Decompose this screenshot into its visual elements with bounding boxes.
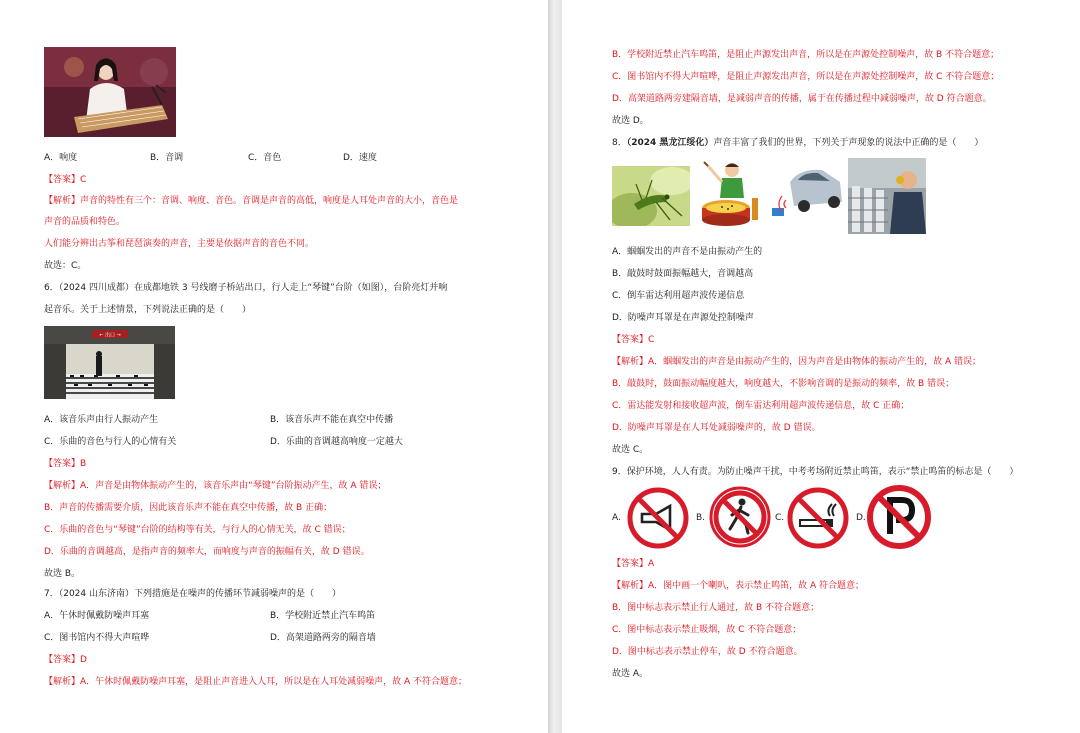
q8-stem: [612, 137, 983, 149]
q8-option-b[interactable]: B．敲鼓时鼓面振幅越大，音调越高: [612, 269, 754, 279]
q8-option-c[interactable]: C．倒车雷达利用超声波传递信息: [612, 291, 745, 301]
q7-analysis-line: D．高架道路两旁建隔音墙，是减弱声音的传播，属于在传播过程中减弱噪声，故 D 符合题意。: [612, 94, 992, 104]
piano-stairs-image: [44, 326, 175, 399]
q8-answer: 【答案】C: [612, 335, 655, 345]
q9-analysis-line: D．图中标志表示禁止停车，故 D 不符合题意。: [612, 647, 803, 657]
q7-analysis-line-1: 【解析】A．午休时佩戴防噪声耳塞，是阻止声音进入人耳，所以是在人耳处减弱噪声，故 A 不符合题意；: [44, 677, 468, 687]
q5-analysis-line-3: 人们能分辨出古筝和琵琶演奏的声音，主要是依据声音的音色不同。: [44, 239, 315, 249]
q5-option-d[interactable]: D．速度: [343, 153, 377, 163]
q8-stem-text: 声音丰富了我们的世界，下列关于声现象的说法中正确的是（ ）: [713, 138, 984, 148]
q8-conclusion: 故选 C。: [612, 445, 649, 455]
factory-worker-image: [848, 158, 926, 234]
q9-option-a-label[interactable]: A.: [612, 513, 621, 523]
q6-stem-line-2: 起音乐。关于上述情景，下列说法正确的是（ ）: [44, 305, 252, 315]
guzheng-player-image: [44, 47, 176, 137]
q9-analysis-line: 【解析】A．图中画一个喇叭，表示禁止鸣笛，故 A 符合题意；: [612, 581, 865, 591]
q5-answer: 【答案】C: [44, 175, 87, 185]
no-parking-sign-icon[interactable]: [866, 484, 932, 550]
q6-option-a[interactable]: A．该音乐声由行人振动产生: [44, 415, 159, 425]
q6-answer: 【答案】B: [44, 459, 87, 469]
q9-analysis-line: B．图中标志表示禁止行人通过，故 B 不符合题意；: [612, 603, 820, 613]
q9-answer: 【答案】A: [612, 559, 655, 569]
q6-option-b[interactable]: B．该音乐声不能在真空中传播: [270, 415, 394, 425]
q6-stem-line-1: 6．（2024 四川成都）在成都地铁 3 号线磨子桥站出口，行人走上“琴键”台阶（如图），台阶亮灯并响: [44, 283, 448, 293]
no-smoking-sign-icon[interactable]: [786, 486, 850, 550]
q8-option-d[interactable]: D．防噪声耳罩是在声源处控制噪声: [612, 313, 754, 323]
q7-option-d[interactable]: D．高架道路两旁的隔音墙: [270, 633, 376, 643]
q7-stem: 7．（2024 山东济南）下列措施是在噪声的传播环节减弱噪声的是（ ）: [44, 589, 341, 599]
q5-analysis-line-1: 【解析】声音的特性有三个：音调、响度、音色。音调是声音的高低，响度是人耳处声音的大小，音色是: [44, 196, 459, 206]
q9-option-b-label[interactable]: B.: [696, 513, 706, 523]
q8-analysis-line: C．雷达能发射和接收超声波，倒车雷达利用超声波传递信息，故 C 正确；: [612, 401, 910, 411]
no-pedestrian-sign-icon[interactable]: [708, 485, 772, 549]
page-gutter: [548, 0, 562, 733]
q8-analysis-line: D．防噪声耳罩是在人耳处减弱噪声的，故 D 错误。: [612, 423, 821, 433]
q6-analysis-line: D．乐曲的音调越高，是指声音的频率大，而响度与声音的振幅有关，故 D 错误。: [44, 547, 370, 557]
reversing-car-image: [770, 160, 846, 222]
q9-conclusion: 故选 A。: [612, 669, 649, 679]
drum-boy-image: [694, 158, 766, 228]
q5-option-b[interactable]: B．音调: [150, 153, 184, 163]
q7-option-c[interactable]: C．图书馆内不得大声喧哗: [44, 633, 150, 643]
q8-source: （2024 黑龙江绥化）: [626, 138, 714, 148]
right-page[interactable]: [562, 0, 1080, 733]
q8-option-a[interactable]: A．蝈蝈发出的声音不是由振动产生的: [612, 247, 763, 257]
q6-option-c[interactable]: C．乐曲的音色与行人的心情有关: [44, 437, 177, 447]
q7-option-a[interactable]: A．午休时佩戴防噪声耳塞: [44, 611, 150, 621]
katydid-image: [612, 166, 690, 226]
q8-number: 8．: [612, 138, 627, 148]
q7-analysis-line: C．图书馆内不得大声喧哗，是阻止声源发出声音，所以是在声源处控制噪声，故 C 不符合题意；: [612, 72, 1000, 82]
q6-analysis-line: C．乐曲的音色与“琴键”台阶的结构等有关，与行人的心情无关，故 C 错误；: [44, 525, 351, 535]
subway-exit-sign: ← 出口 →: [99, 332, 121, 339]
q9-option-d-label[interactable]: D.: [856, 513, 866, 523]
q7-option-b[interactable]: B．学校附近禁止汽车鸣笛: [270, 611, 376, 621]
q5-analysis-line-2: 声音的品质和特色。: [44, 217, 126, 227]
q8-analysis-line: B．敲鼓时，鼓面振动幅度越大，响度越大，不影响音调的是振动的频率，故 B 错误；: [612, 379, 955, 389]
q6-analysis-line: B．声音的传播需要介质，因此该音乐声不能在真空中传播，故 B 正确；: [44, 503, 333, 513]
q5-conclusion: 故选：C。: [44, 261, 87, 271]
q9-option-c-label[interactable]: C.: [775, 513, 785, 523]
q7-analysis-line: B．学校附近禁止汽车鸣笛，是阻止声源发出声音，所以是在声源处控制噪声，故 B 不符合题意；: [612, 50, 1000, 60]
q6-option-d[interactable]: D．乐曲的音调越高响度一定越大: [270, 437, 403, 447]
q9-stem: 9．保护环境，人人有责。为防止噪声干扰，中考考场附近禁止鸣笛，表示“禁止鸣笛的标志是（ ）: [612, 467, 1019, 477]
q7-conclusion: 故选 D。: [612, 116, 649, 126]
q5-option-c[interactable]: C．音色: [248, 153, 282, 163]
q6-conclusion: 故选 B。: [44, 569, 81, 579]
no-horn-sign-icon[interactable]: [626, 486, 690, 550]
q8-analysis-line: 【解析】A．蝈蝈发出的声音是由振动产生的，因为声音是由物体的振动产生的，故 A 错误；: [612, 357, 982, 367]
q6-analysis-line: 【解析】A．声音是由物体振动产生的，该音乐声由“琴键”台阶振动产生，故 A 错误；: [44, 481, 387, 491]
q9-analysis-line: C．图中标志表示禁止吸烟，故 C 不符合题意；: [612, 625, 802, 635]
q5-option-a[interactable]: A．响度: [44, 153, 78, 163]
q7-answer: 【答案】D: [44, 655, 87, 665]
